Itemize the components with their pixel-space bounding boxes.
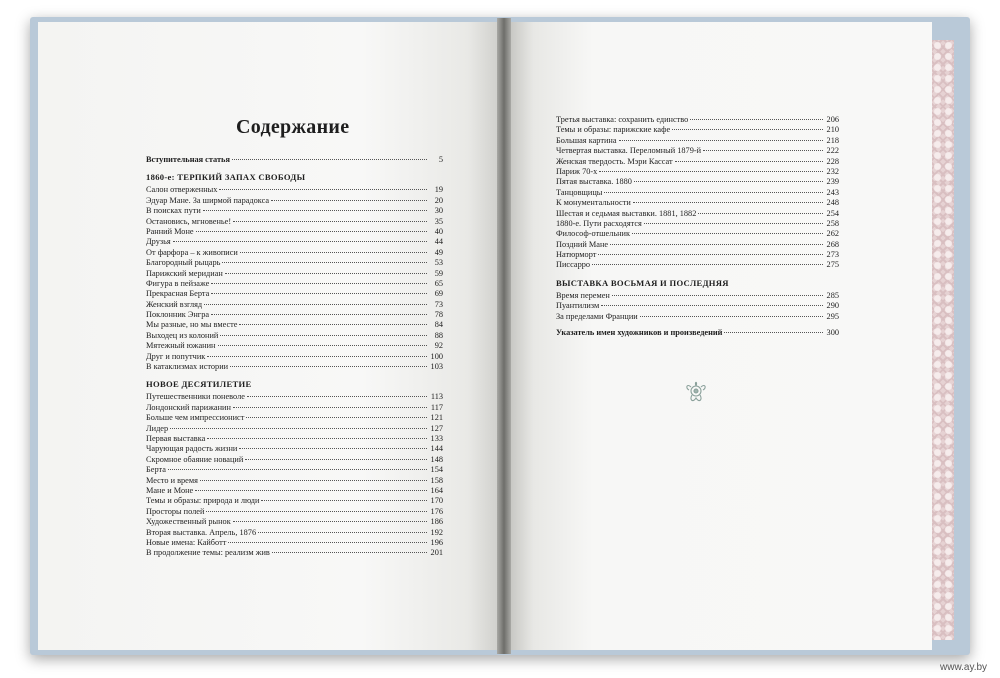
toc-entry [146, 258, 443, 268]
toc-entry [146, 217, 443, 227]
toc-entry-title: Путешественники поневоле [146, 392, 245, 402]
toc-page-number: 44 [434, 237, 443, 247]
toc-dot-leader [170, 428, 427, 429]
toc-page-number: 144 [430, 444, 443, 454]
toc-entry-title: Художественный рынок [146, 517, 231, 527]
toc-entry-title: Мы разные, но мы вместе [146, 320, 238, 330]
toc-page-number: 35 [434, 216, 443, 226]
toc-entry-title: Чарующая радость жизни [146, 444, 238, 454]
toc-entry-title: Четвертая выставка. Переломный 1879-й [556, 146, 702, 156]
toc-entry [146, 331, 443, 341]
toc-dot-leader [724, 332, 823, 333]
toc-entry [556, 198, 839, 208]
toc-dot-leader [218, 345, 428, 346]
toc-page-number: 30 [434, 206, 443, 216]
toc-page-number: 210 [826, 125, 839, 135]
toc-entry-title: Фигура в пейзаже [146, 278, 210, 288]
toc-entry-title: Поклонник Энгра [146, 310, 210, 320]
toc-entry-title: Берта [146, 465, 166, 475]
toc-dot-leader [610, 244, 823, 245]
toc-dot-leader [633, 202, 823, 203]
toc-entry [146, 496, 443, 506]
toc-entry-title: Больше чем импрессионист [146, 413, 245, 423]
toc-entry [146, 248, 443, 258]
toc-entry-title: Эдуар Мане. За ширмой парадокса [146, 195, 270, 205]
toc-entry [146, 196, 443, 206]
toc-entry-title: Место и время [146, 475, 198, 485]
toc-entry [556, 115, 839, 125]
toc-dot-leader [200, 480, 427, 481]
toc-entry-title: Пуантилизм [556, 301, 600, 311]
toc-entry-title: Скромное обаяние новаций [146, 454, 244, 464]
toc-left-column [146, 155, 443, 559]
toc-dot-leader [634, 181, 823, 182]
toc-dot-leader [604, 192, 823, 193]
toc-dot-leader [203, 210, 427, 211]
toc-entry [146, 310, 443, 320]
toc-entry-title: Шестая и седьмая выставки. 1881, 1882 [556, 208, 697, 218]
toc-dot-leader [247, 396, 427, 397]
toc-dot-leader [239, 324, 427, 325]
toc-entry-title: Первая выставка [146, 433, 206, 443]
toc-entry [556, 328, 839, 338]
toc-entry [556, 312, 839, 322]
page-title: Содержание [236, 116, 350, 138]
toc-dot-leader [619, 140, 823, 141]
book-fore-edge [932, 40, 954, 640]
toc-page-number: 222 [826, 146, 839, 156]
toc-entry [556, 250, 839, 260]
toc-page-number: 295 [826, 311, 839, 321]
toc-entry-title: Женский взгляд [146, 299, 203, 309]
toc-entry-title: Просторы полей [146, 506, 205, 516]
toc-entry-title: Париж 70-х [556, 166, 598, 176]
toc-entry [146, 289, 443, 299]
toc-dot-leader [261, 500, 427, 501]
toc-entry [146, 300, 443, 310]
toc-dot-leader [211, 314, 427, 315]
toc-entry [556, 177, 839, 187]
toc-page-number: 127 [430, 423, 443, 433]
toc-entry [146, 434, 443, 444]
toc-entry [146, 362, 443, 372]
toc-entry-title: Танцовщицы [556, 187, 603, 197]
toc-page-number: 192 [430, 527, 443, 537]
toc-entry [146, 455, 443, 465]
toc-dot-leader [232, 159, 427, 160]
toc-dot-leader [233, 221, 427, 222]
toc-entry [556, 219, 839, 229]
toc-entry-title: Указатель имен художников и произведений [556, 328, 723, 338]
toc-entry [556, 125, 839, 135]
toc-entry-title: Выходец из колоний [146, 330, 219, 340]
toc-page-number: 206 [826, 115, 839, 124]
toc-dot-leader [168, 469, 427, 470]
toc-page-number: 275 [826, 260, 839, 270]
toc-dot-leader [592, 264, 823, 265]
toc-page-number: 5 [438, 155, 443, 164]
toc-entry-title: За пределами Франции [556, 311, 638, 321]
toc-entry-title: В катаклизмах истории [146, 362, 229, 372]
toc-page-number: 158 [430, 475, 443, 485]
toc-dot-leader [239, 448, 427, 449]
toc-page-number: 65 [434, 278, 443, 288]
toc-entry [146, 465, 443, 475]
toc-entry [556, 229, 839, 239]
toc-dot-leader [599, 171, 823, 172]
toc-entry [556, 260, 839, 270]
toc-page-number: 78 [434, 310, 443, 320]
toc-dot-leader [230, 366, 427, 367]
toc-page-number: 73 [434, 299, 443, 309]
toc-entry-title: Благородный рыцарь [146, 258, 221, 268]
toc-page-number: 176 [430, 506, 443, 516]
toc-entry-title: Женская твердость. Мэри Кассат [556, 156, 673, 166]
toc-dot-leader [272, 552, 427, 553]
toc-page-number: 239 [826, 177, 839, 187]
toc-dot-leader [206, 511, 427, 512]
toc-entry [146, 507, 443, 517]
toc-entry [146, 352, 443, 362]
toc-dot-leader [207, 438, 427, 439]
toc-entry [146, 185, 443, 195]
toc-entry [146, 444, 443, 454]
toc-dot-leader [219, 189, 427, 190]
toc-dot-leader [675, 161, 823, 162]
toc-section-heading: 1860-е: ТЕРПКИЙ ЗАПАХ СВОБОДЫ [146, 172, 306, 183]
toc-dot-leader [598, 254, 823, 255]
toc-entry-title: Писсарро [556, 260, 591, 270]
toc-entry-title: Большая картина [556, 135, 617, 145]
toc-entry-title: Философ-отшельник [556, 229, 631, 239]
toc-dot-leader [225, 273, 427, 274]
toc-dot-leader [240, 252, 427, 253]
toc-entry-title: Прекрасная Берта [146, 289, 210, 299]
toc-page-number: 273 [826, 250, 839, 260]
toc-dot-leader [211, 283, 427, 284]
toc-dot-leader [196, 231, 427, 232]
toc-entry [146, 538, 443, 548]
toc-page-number: 262 [826, 229, 839, 239]
toc-entry [146, 227, 443, 237]
toc-dot-leader [601, 305, 823, 306]
toc-entry-title: Остановись, мгновенье! [146, 216, 232, 226]
toc-page-number: 133 [430, 433, 443, 443]
toc-page-number: 59 [434, 268, 443, 278]
toc-page-number: 154 [430, 465, 443, 475]
toc-entry-title: К монументальности [556, 198, 631, 208]
toc-dot-leader [233, 407, 427, 408]
toc-dot-leader [222, 262, 427, 263]
toc-entry [146, 279, 443, 289]
book-gutter [497, 18, 511, 654]
toc-entry [146, 517, 443, 527]
toc-entry-title: Мятежный южанин [146, 341, 216, 351]
toc-entry [146, 206, 443, 216]
toc-entry-title: Салон отверженных [146, 185, 218, 195]
toc-entry-title: Поздний Мане [556, 239, 609, 249]
toc-page-number: 268 [826, 239, 839, 249]
toc-entry [146, 476, 443, 486]
toc-entry-title: Новые имена: Кайботт [146, 537, 227, 547]
toc-section-heading: ВЫСТАВКА ВОСЬМАЯ И ПОСЛЕДНЯЯ [556, 277, 729, 288]
toc-entry [556, 157, 839, 167]
toc-entry [556, 146, 839, 156]
toc-dot-leader [703, 150, 823, 151]
toc-entry [146, 403, 443, 413]
toc-page-number: 84 [434, 320, 443, 330]
toc-page-number: 285 [826, 290, 839, 300]
toc-entry [556, 209, 839, 219]
toc-entry-title: Вторая выставка. Апрель, 1876 [146, 527, 257, 537]
toc-page-number: 232 [826, 166, 839, 176]
toc-dot-leader [195, 490, 427, 491]
toc-entry-title: Темы и образы: природа и люди [146, 496, 260, 506]
toc-entry-title: Лондонский парижанин [146, 402, 231, 412]
toc-entry [146, 155, 443, 165]
toc-section-heading: НОВОЕ ДЕСЯТИЛЕТИЕ [146, 379, 252, 390]
toc-dot-leader [644, 223, 823, 224]
toc-entry [556, 136, 839, 146]
toc-page-number: 196 [430, 537, 443, 547]
toc-entry-title: Лидер [146, 423, 169, 433]
toc-page-number: 248 [826, 198, 839, 208]
toc-dot-leader [207, 356, 427, 357]
toc-page-number: 300 [826, 328, 839, 338]
toc-entry-title: Друг и попутчик [146, 351, 206, 361]
toc-page-number: 186 [430, 517, 443, 527]
toc-page-number: 254 [826, 208, 839, 218]
toc-page-number: 53 [434, 258, 443, 268]
toc-dot-leader [690, 119, 823, 120]
toc-page-number: 148 [430, 454, 443, 464]
toc-entry [146, 237, 443, 247]
toc-entry-title: Парижский меридиан [146, 268, 223, 278]
toc-entry [556, 291, 839, 301]
toc-page-number: 121 [430, 413, 443, 423]
toc-entry [556, 240, 839, 250]
toc-right-column [556, 115, 839, 338]
toc-entry-title: Мане и Моне [146, 485, 194, 495]
toc-entry-title: Третья выставка: сохранить единство [556, 115, 689, 124]
toc-dot-leader [258, 532, 427, 533]
toc-page-number: 88 [434, 330, 443, 340]
toc-page-number: 40 [434, 226, 443, 236]
toc-page-number: 20 [434, 195, 443, 205]
toc-entry [556, 167, 839, 177]
toc-page-number: 218 [826, 135, 839, 145]
toc-dot-leader [246, 417, 427, 418]
toc-dot-leader [640, 316, 823, 317]
toc-page-number: 113 [430, 392, 443, 402]
toc-entry-title: Пятая выставка. 1880 [556, 177, 632, 187]
toc-page-number: 201 [430, 548, 443, 558]
toc-entry [146, 424, 443, 434]
toc-page-number: 170 [430, 496, 443, 506]
toc-page-number: 117 [430, 402, 443, 412]
toc-page-number: 164 [430, 485, 443, 495]
toc-page-number: 103 [430, 362, 443, 372]
toc-dot-leader [204, 304, 427, 305]
toc-entry [146, 341, 443, 351]
toc-entry-title: 1880-е. Пути расходятся [556, 218, 642, 228]
toc-page-number: 19 [434, 185, 443, 195]
toc-entry-title: Вступительная статья [146, 155, 230, 164]
toc-dot-leader [220, 335, 427, 336]
floral-ornament-icon [682, 378, 710, 406]
toc-entry-title: В поисках пути [146, 206, 201, 216]
toc-page-number: 49 [434, 247, 443, 257]
toc-dot-leader [228, 542, 427, 543]
toc-dot-leader [698, 213, 823, 214]
toc-page-number: 69 [434, 289, 443, 299]
toc-entry-title: От фарфора – к живописи [146, 247, 238, 257]
toc-entry [146, 269, 443, 279]
toc-entry [146, 320, 443, 330]
toc-dot-leader [211, 293, 427, 294]
toc-entry [556, 188, 839, 198]
toc-page-number: 92 [434, 341, 443, 351]
toc-entry [146, 413, 443, 423]
watermark: www.ay.by [940, 662, 988, 673]
toc-page-number: 290 [826, 301, 839, 311]
toc-entry [556, 301, 839, 311]
toc-page-number: 100 [430, 351, 443, 361]
toc-dot-leader [233, 521, 427, 522]
toc-entry-title: Темы и образы: парижские кафе [556, 125, 671, 135]
toc-entry-title: Ранний Моне [146, 226, 194, 236]
toc-dot-leader [632, 233, 823, 234]
toc-dot-leader [612, 295, 823, 296]
toc-entry [146, 548, 443, 558]
toc-entry [146, 392, 443, 402]
toc-entry [146, 486, 443, 496]
toc-entry-title: Время перемен [556, 290, 610, 300]
toc-dot-leader [245, 459, 427, 460]
toc-entry-title: Натюрморт [556, 250, 597, 260]
toc-dot-leader [173, 241, 427, 242]
toc-dot-leader [672, 129, 823, 130]
toc-page-number: 228 [826, 156, 839, 166]
toc-entry-title: Друзья [146, 237, 171, 247]
toc-page-number: 243 [826, 187, 839, 197]
toc-entry-title: В продолжение темы: реализм жив [146, 548, 270, 558]
toc-page-number: 258 [826, 218, 839, 228]
toc-dot-leader [271, 200, 427, 201]
toc-entry [146, 528, 443, 538]
